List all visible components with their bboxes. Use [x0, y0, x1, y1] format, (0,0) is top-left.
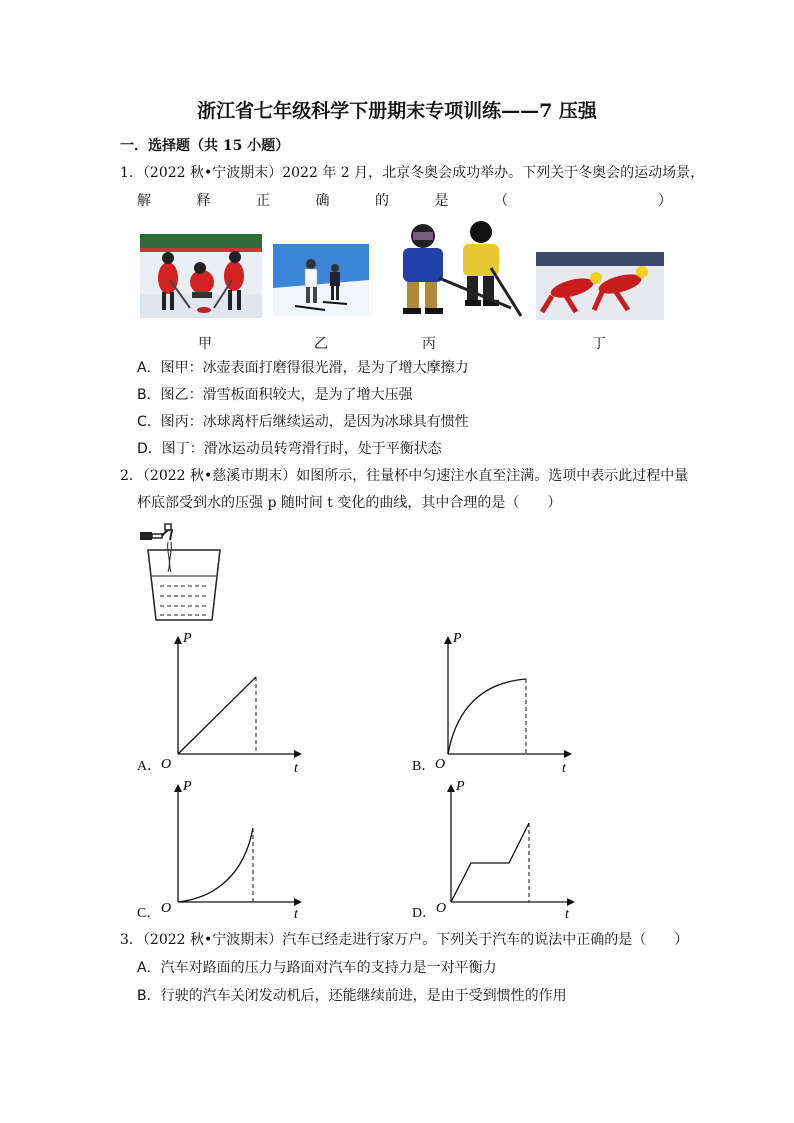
page-title: 浙江省七年级科学下册期末专项训练——7 压强 — [197, 100, 597, 122]
section-heading: 一．选择题（共 15 小题） — [120, 138, 290, 154]
q2-stem-line2: 杯底部受到水的压强 p 随时间 t 变化的曲线，其中合理的是（ ） — [137, 495, 562, 511]
graph-b-axis-p: P — [453, 631, 462, 646]
graph-d-axis-t: t — [565, 907, 569, 922]
q3-stem: 3．（2022 秋•宁波期末）汽车已经走进行家万户。下列关于汽车的说法中正确的是（ ） — [120, 932, 689, 948]
graph-a-label: A． — [137, 759, 162, 774]
graph-d-origin: O — [436, 901, 447, 916]
graph-c-origin: O — [161, 901, 172, 916]
q1-option-b: B．图乙：滑雪板面积较大，是为了增大压强 — [137, 387, 413, 403]
graph-d — [433, 778, 583, 927]
q1-char: 正 — [256, 193, 270, 209]
graph-d-label: D． — [412, 906, 437, 921]
graph-a-origin: O — [161, 757, 172, 772]
graph-a-axis-p: P — [183, 631, 192, 646]
graph-b — [430, 630, 580, 779]
graph-b-label: B． — [412, 759, 436, 774]
q1-char: 确 — [315, 193, 330, 209]
caption-yi: 乙 — [314, 336, 328, 352]
caption-ding: 丁 — [592, 336, 606, 352]
graph-c — [160, 778, 310, 927]
q1-char: 的 — [375, 193, 389, 209]
q1-option-d: D．图丁：滑冰运动员转弯滑行时，处于平衡状态 — [137, 441, 442, 457]
q1-char: 释 — [196, 193, 211, 209]
graph-c-axis-t: t — [294, 907, 298, 922]
q1-answer-blank — [494, 190, 672, 210]
q1-paren-close: ） — [658, 193, 672, 209]
ice-hockey-photo — [381, 218, 525, 322]
caption-jia: 甲 — [198, 336, 212, 352]
graph-a-axis-t: t — [294, 761, 298, 775]
q1-option-a: A．图甲：冰壶表面打磨得很光滑，是为了增大摩擦力 — [137, 360, 469, 376]
q1-paren-open: （ — [494, 193, 508, 209]
graph-b-axis-t: t — [562, 761, 566, 775]
graph-d-axis-p: P — [456, 779, 465, 794]
q1-stem-line1: 1．（2022 秋•宁波期末）2022 年 2 月，北京冬奥会成功举办。下列关于冬奥会的运动场景， — [120, 165, 705, 181]
speed-skating-photo — [536, 252, 664, 320]
q1-stem-line2 — [137, 190, 672, 210]
q1-char: 是 — [434, 193, 449, 209]
graph-c-label: C． — [137, 906, 161, 921]
q1-option-c: C．图丙：冰球离杆后继续运动，是因为冰球具有惯性 — [137, 414, 469, 430]
q1-char: 解 — [137, 193, 151, 209]
graph-c-axis-p: P — [183, 779, 192, 794]
caption-bing: 丙 — [422, 336, 436, 352]
measuring-cup-figure — [138, 522, 228, 630]
graph-b-origin: O — [435, 757, 446, 772]
q2-stem-line1: 2．（2022 秋•慈溪市期末）如图所示，往量杯中匀速注水直至注满。选项中表示此过程中量 — [120, 468, 689, 484]
q3-option-b: B．行驶的汽车关闭发动机后，还能继续前进，是由于受到惯性的作用 — [137, 988, 567, 1004]
q3-option-a: A．汽车对路面的压力与路面对汽车的支持力是一对平衡力 — [137, 960, 497, 976]
graph-a — [160, 630, 310, 779]
skiing-photo — [273, 244, 369, 316]
curling-photo — [140, 234, 262, 318]
